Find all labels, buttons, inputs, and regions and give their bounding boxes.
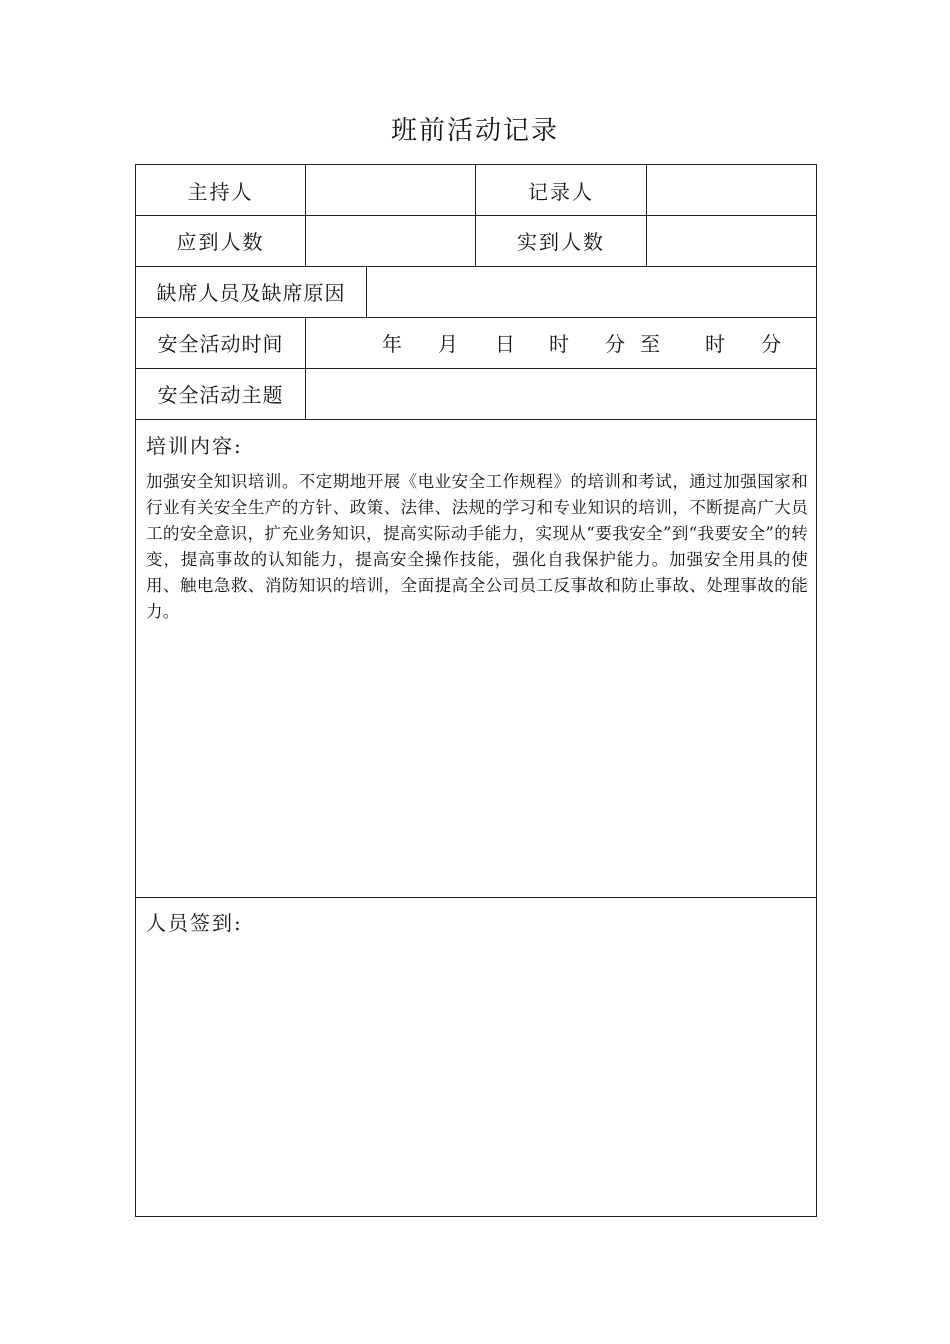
time-unit-day: 日 [495,332,515,356]
absent-field[interactable] [367,266,816,317]
time-label: 安全活动时间 [136,317,306,368]
row-absent [136,266,816,318]
page-title: 班前活动记录 [390,116,559,146]
time-unit-minute-end: 分 [761,332,781,356]
signin-section[interactable] [136,897,816,1216]
training-section [136,419,816,898]
time-unit-hour-end: 时 [705,332,725,356]
topic-label: 安全活动主题 [136,368,306,419]
recorder-label: 记录人 [476,165,647,215]
topic-field[interactable] [306,368,816,419]
time-unit-hour: 时 [549,332,569,356]
actual-count-label: 实到人数 [476,215,647,266]
row-time [136,317,816,369]
recorder-field[interactable] [647,165,816,215]
time-unit-minute: 分 [605,332,625,356]
expected-count-field[interactable] [306,215,476,266]
row-attendance [136,215,816,267]
training-content: 加强安全知识培训。不定期地开展《电业安全工作规程》的培训和考试，通过加强国家和行业有关安全生产的方针、政策、法律、法规的学习和专业知识的培训，不断提高广大员工的安全意识，扩充业务知识，提高实际动手能力，实现从“要我安全”到“我要安全”的转变，提高事故的认知能力，提高安全操作技能，强化自我保护能力。加强安全用具的使用、触电急救、消防知识的培训，全面提高全公司员工反事故和防止事故、处理事故的能力。 [146,472,808,621]
actual-count-field[interactable] [647,215,816,266]
host-label: 主持人 [136,165,306,215]
time-unit-to: 至 [640,332,660,356]
row-topic [136,368,816,420]
signin-label: 人员签到: [146,911,243,935]
time-field[interactable] [306,317,816,368]
training-label: 培训内容: [146,434,243,458]
absent-label: 缺席人员及缺席原因 [136,266,367,317]
record-form [135,164,817,1217]
time-unit-month: 月 [438,332,458,356]
row-host [136,165,816,216]
expected-count-label: 应到人数 [136,215,306,266]
time-unit-year: 年 [382,332,402,356]
host-field[interactable] [306,165,476,215]
